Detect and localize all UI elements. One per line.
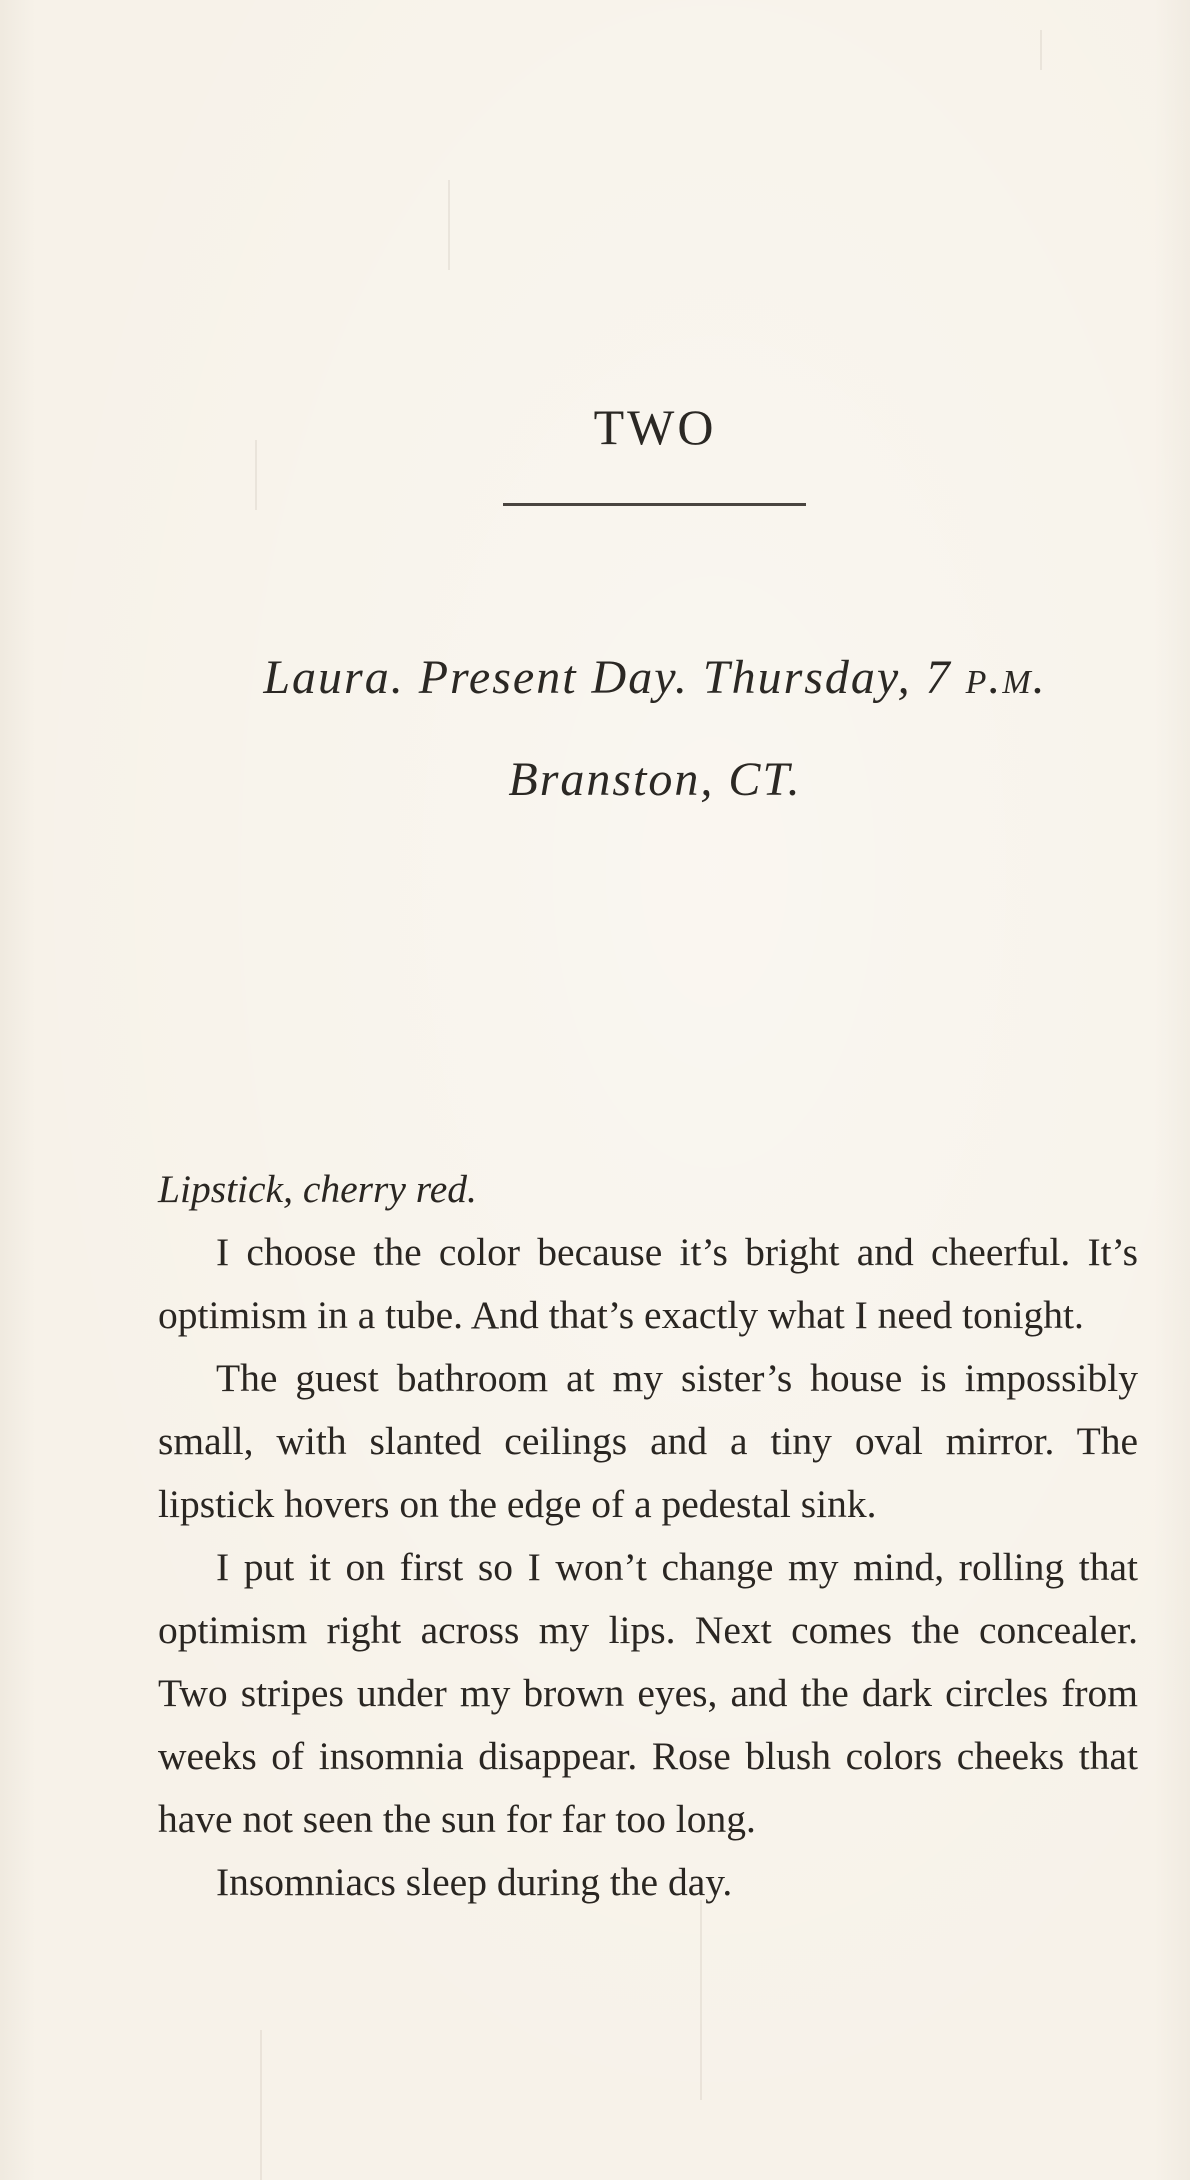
paper-crease: [448, 180, 450, 270]
paragraph: The guest bathroom at my sister’s house is impossibly small, with slanted ceilings and a tiny oval mirror. The lipstick hovers on the edge of a pedestal sink.: [158, 1356, 1138, 1526]
paragraph: I choose the color because it’s bright and cheerful. It’s optimism in a tube. And that’s exactly what I need tonight.: [158, 1230, 1138, 1337]
paper-crease: [260, 2030, 262, 2180]
chapter-title: TWO: [593, 399, 717, 455]
chapter-subtitle-location: Branston, CT.: [508, 753, 802, 806]
chapter-subtitle-main: Laura. Present Day. Thursday, 7: [263, 651, 966, 704]
paper-crease: [700, 1900, 702, 2100]
paper-crease: [1040, 30, 1042, 70]
chapter-divider-rule: [503, 503, 806, 506]
paragraph: I put it on first so I won’t change my mind, rolling that optimism right across my lips. Next comes the concealer. Two stripes under my brown eyes, and the dark circles from weeks of insomnia disappear. Rose blush colors cheeks that have not seen the sun for far too long.: [158, 1545, 1138, 1841]
chapter-subtitle-time: p.m.: [965, 651, 1047, 704]
opening-line: Lipstick, cherry red.: [158, 1167, 477, 1211]
chapter-subtitle-line-1: [0, 650, 1190, 705]
paragraph: Insomniacs sleep during the day.: [216, 1860, 733, 1904]
chapter-body: [158, 1158, 1138, 1914]
